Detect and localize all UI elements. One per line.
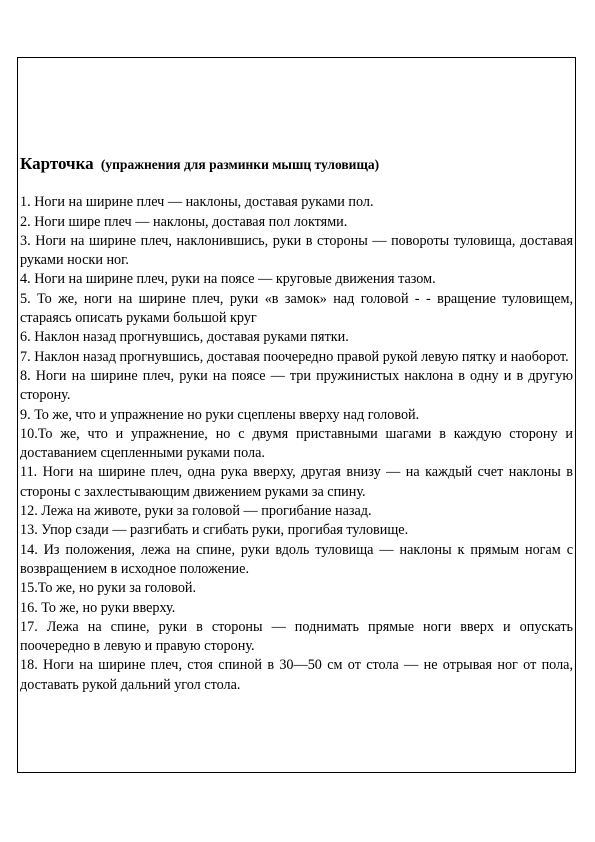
exercise-item: 18. Ноги на ширине плеч, стоя спиной в 30—50 см от стола — не отрывая ног от пола, доставать рукой дальний угол стола.: [20, 657, 573, 693]
exercise-item: 9. То же, что и упражнение но руки сцеплены вверху над головой.: [20, 406, 420, 423]
exercise-item: 4. Ноги на ширине плеч, руки на поясе — круговые движения тазом.: [20, 271, 436, 288]
card-title-main: Карточка: [20, 154, 94, 173]
exercise-item: 14. Из положения, лежа на спине, руки вдоль туловища — наклоны к прямым ногам с возвращением в исходное положение.: [20, 541, 573, 577]
exercise-item: 2. Ноги шире плеч — наклоны, доставая пол локтями.: [20, 213, 348, 230]
exercise-list: [20, 193, 573, 695]
exercise-item: 15.То же, но руки за головой.: [20, 580, 197, 597]
card-content: [20, 154, 573, 695]
exercise-item: 13. Упор сзади — разгибать и сгибать руки, прогибая туловище.: [20, 522, 409, 539]
card-title: [20, 154, 573, 175]
exercise-item: 3. Ноги на ширине плеч, наклонившись, руки в стороны — повороты туловища, доставая руками носки ног.: [20, 232, 573, 269]
exercise-item: 10.То же, что и упражнение, но с двумя приставными шагами в каждую сторону и доставанием сцепленными руками пола.: [20, 425, 573, 462]
exercise-item: 11. Ноги на ширине плеч, одна рука вверху, другая внизу — на каждый счет наклоны в стороны с захлестывающим движением руками за спину.: [20, 464, 573, 500]
exercise-item: 8. Ноги на ширине плеч, руки на поясе — три пружинистых наклона в одну и в другую сторону.: [20, 367, 573, 404]
exercise-item: 12. Лежа на животе, руки за головой — прогибание назад.: [20, 503, 372, 520]
exercise-item: 1. Ноги на ширине плеч — наклоны, доставая руками пол.: [20, 194, 374, 211]
exercise-item: 6. Наклон назад прогнувшись, доставая руками пятки.: [20, 329, 349, 346]
card-title-subtitle: (упражнения для разминки мышц туловища): [100, 157, 380, 172]
exercise-card: [17, 57, 576, 773]
exercise-item: 16. То же, но руки вверху.: [20, 599, 176, 616]
exercise-item: 17. Лежа на спине, руки в стороны — поднимать прямые ноги вверх и опускать поочередно в левую и правую сторону.: [20, 618, 573, 655]
exercise-item: 7. Наклон назад прогнувшись, доставая поочередно правой рукой левую пятку и наоборот.: [20, 348, 569, 365]
exercise-item: 5. То же, ноги на ширине плеч, руки «в замок» над головой - - вращение туловищем, стараясь описать руками большой круг: [20, 290, 573, 327]
